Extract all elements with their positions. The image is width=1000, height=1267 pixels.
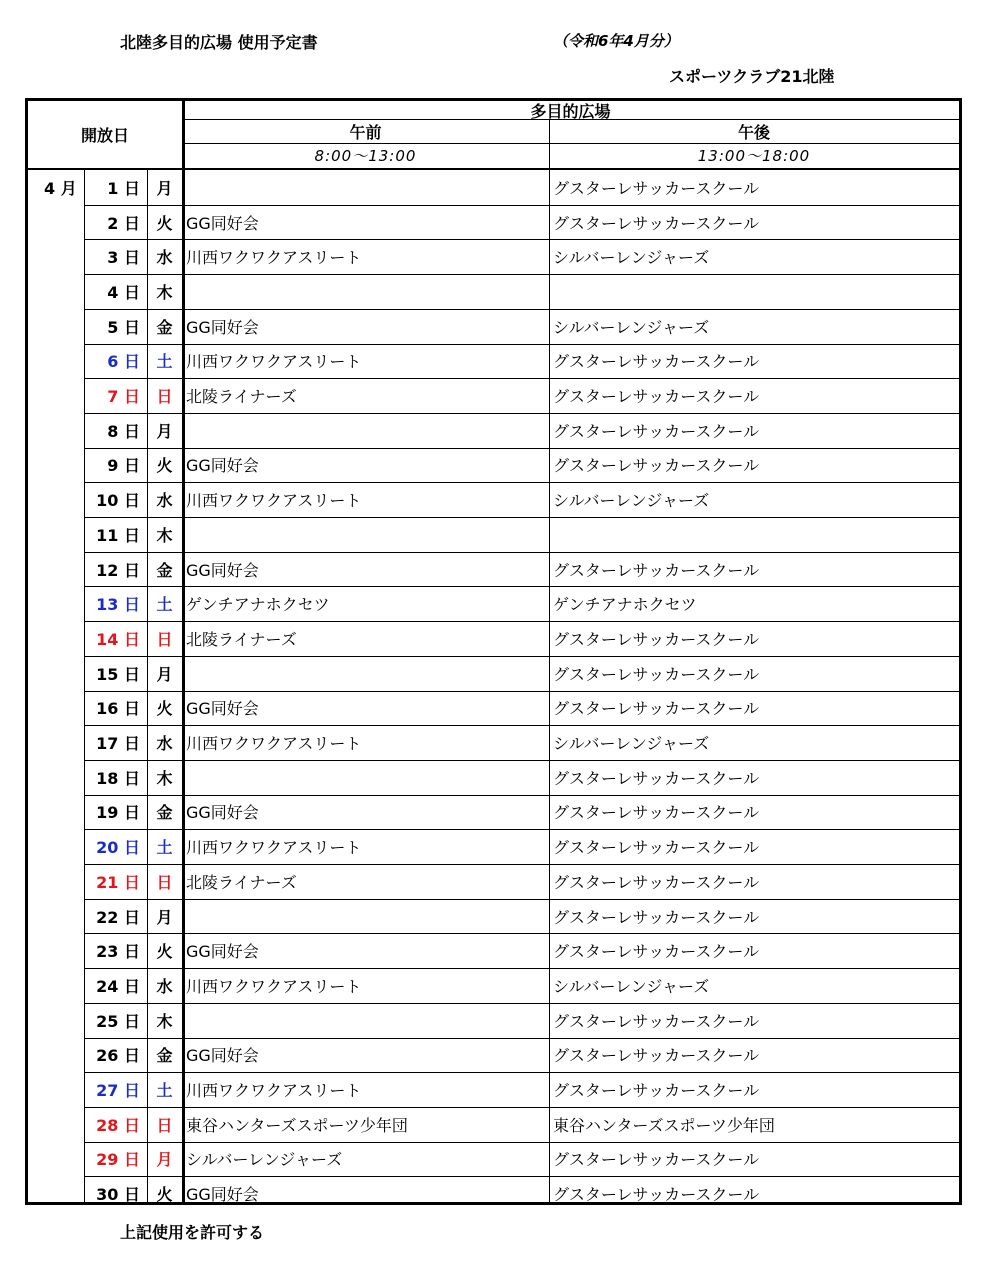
- pm-user: グスターレサッカースクール: [553, 907, 760, 927]
- day-number: 23 日: [96, 942, 140, 962]
- organization-name: スポーツクラブ21北陸: [669, 67, 835, 86]
- pm-user: 東谷ハンターズスポーツ少年団: [553, 1115, 775, 1135]
- pm-user: グスターレサッカースクール: [553, 1011, 760, 1031]
- weekday: 月: [156, 421, 173, 441]
- weekday: 月: [156, 664, 173, 684]
- pm-user: グスターレサッカースクール: [553, 456, 760, 476]
- am-user: GG同好会: [186, 1185, 259, 1205]
- pm-user: グスターレサッカースクール: [553, 387, 760, 407]
- am-user: 川西ワクワクアスリート: [186, 838, 362, 858]
- weekday: 火: [156, 699, 173, 719]
- day-number: 14 日: [96, 629, 140, 649]
- day-number: 8 日: [107, 421, 140, 441]
- day-number: 30 日: [96, 1185, 140, 1205]
- pm-user: グスターレサッカースクール: [553, 872, 760, 892]
- weekday: 火: [156, 1185, 173, 1205]
- pm-user: グスターレサッカースクール: [553, 768, 760, 788]
- pm-user: グスターレサッカースクール: [553, 838, 760, 858]
- am-user: 北陵ライナーズ: [186, 387, 297, 407]
- weekday: 金: [156, 803, 173, 823]
- am-user: 川西ワクワクアスリート: [186, 248, 362, 268]
- am-user: [186, 899, 547, 934]
- day-number: 26 日: [96, 1046, 140, 1066]
- day-number: 12 日: [96, 560, 140, 580]
- weekday: 金: [156, 317, 173, 337]
- am-user: 北陵ライナーズ: [186, 872, 297, 892]
- pm-user: グスターレサッカースクール: [553, 699, 760, 719]
- weekday: 木: [156, 282, 173, 302]
- weekday: 水: [156, 491, 173, 511]
- weekday: 土: [156, 595, 173, 615]
- day-number: 5 日: [107, 317, 140, 337]
- pm-user: グスターレサッカースクール: [553, 352, 760, 372]
- am-user: [186, 760, 547, 795]
- day-number: 15 日: [96, 664, 140, 684]
- pm-user: グスターレサッカースクール: [553, 1150, 760, 1170]
- header-pm-time: 13:00～18:00: [697, 147, 811, 165]
- header-open-day: 開放日: [80, 126, 129, 145]
- am-user: GG同好会: [186, 456, 259, 476]
- am-user: [186, 413, 547, 448]
- weekday: 水: [156, 976, 173, 996]
- day-number: 11 日: [96, 525, 140, 545]
- weekday: 土: [156, 352, 173, 372]
- month-label: 4 月: [44, 178, 77, 198]
- pm-user: グスターレサッカースクール: [553, 1046, 760, 1066]
- header-am-time: 8:00～13:00: [314, 147, 417, 165]
- weekday: 土: [156, 838, 173, 858]
- am-user: 北陵ライナーズ: [186, 629, 297, 649]
- weekday: 月: [156, 1150, 173, 1170]
- am-user: GG同好会: [186, 803, 259, 823]
- pm-user: グスターレサッカースクール: [553, 178, 760, 198]
- pm-user: グスターレサッカースクール: [553, 664, 760, 684]
- day-number: 6 日: [107, 352, 140, 372]
- column-divider: [549, 168, 550, 1202]
- weekday: 水: [156, 248, 173, 268]
- weekday: 火: [156, 456, 173, 476]
- pm-user: シルバーレンジャーズ: [553, 248, 710, 268]
- am-user: 川西ワクワクアスリート: [186, 352, 362, 372]
- weekday: 水: [156, 734, 173, 754]
- day-number: 9 日: [107, 456, 140, 476]
- day-number: 21 日: [96, 872, 140, 892]
- am-user: [186, 1003, 547, 1038]
- am-user: [186, 656, 547, 691]
- pm-user: [553, 274, 957, 309]
- weekday: 日: [156, 872, 173, 892]
- am-user: [186, 170, 547, 205]
- am-user: GG同好会: [186, 213, 259, 233]
- pm-user: グスターレサッカースクール: [553, 213, 760, 233]
- am-user: 川西ワクワクアスリート: [186, 1081, 362, 1101]
- column-divider: [182, 168, 185, 1202]
- weekday: 土: [156, 1081, 173, 1101]
- pm-user: グスターレサッカースクール: [553, 1185, 760, 1205]
- day-number: 4 日: [107, 282, 140, 302]
- am-user: ゲンチアナホクセツ: [186, 595, 330, 615]
- day-number: 16 日: [96, 699, 140, 719]
- am-user: [186, 517, 547, 552]
- pm-user: シルバーレンジャーズ: [553, 734, 710, 754]
- weekday: 木: [156, 525, 173, 545]
- page-title: 北陸多目的広場 使用予定書: [120, 33, 318, 52]
- weekday: 火: [156, 213, 173, 233]
- pm-user: ゲンチアナホクセツ: [553, 595, 697, 615]
- weekday: 月: [156, 178, 173, 198]
- weekday: 日: [156, 387, 173, 407]
- weekday: 金: [156, 560, 173, 580]
- am-user: GG同好会: [186, 699, 259, 719]
- pm-user: グスターレサッカースクール: [553, 560, 760, 580]
- weekday: 日: [156, 1115, 173, 1135]
- am-user: シルバーレンジャーズ: [186, 1150, 343, 1170]
- pm-user: [553, 517, 957, 552]
- day-number: 10 日: [96, 491, 140, 511]
- am-user: GG同好会: [186, 1046, 259, 1066]
- am-user: 川西ワクワクアスリート: [186, 491, 362, 511]
- am-user: 東谷ハンターズスポーツ少年団: [186, 1115, 408, 1135]
- day-number: 20 日: [96, 838, 140, 858]
- am-user: GG同好会: [186, 560, 259, 580]
- pm-user: グスターレサッカースクール: [553, 803, 760, 823]
- day-number: 19 日: [96, 803, 140, 823]
- am-user: 川西ワクワクアスリート: [186, 734, 362, 754]
- am-user: [186, 274, 547, 309]
- weekday: 月: [156, 907, 173, 927]
- weekday: 火: [156, 942, 173, 962]
- weekday: 金: [156, 1046, 173, 1066]
- pm-user: シルバーレンジャーズ: [553, 976, 710, 996]
- pm-user: グスターレサッカースクール: [553, 942, 760, 962]
- header-am: 午前: [349, 122, 382, 142]
- day-number: 3 日: [107, 248, 140, 268]
- day-number: 18 日: [96, 768, 140, 788]
- pm-user: シルバーレンジャーズ: [553, 491, 710, 511]
- weekday: 日: [156, 629, 173, 649]
- day-number: 2 日: [107, 213, 140, 233]
- weekday: 木: [156, 1011, 173, 1031]
- day-number: 17 日: [96, 734, 140, 754]
- pm-user: シルバーレンジャーズ: [553, 317, 710, 337]
- day-number: 28 日: [96, 1115, 140, 1135]
- pm-user: グスターレサッカースクール: [553, 1081, 760, 1101]
- pm-user: グスターレサッカースクール: [553, 629, 760, 649]
- day-number: 13 日: [96, 595, 140, 615]
- header-pm: 午後: [737, 122, 770, 142]
- am-user: GG同好会: [186, 942, 259, 962]
- pm-user: グスターレサッカースクール: [553, 421, 760, 441]
- day-number: 27 日: [96, 1081, 140, 1101]
- day-number: 29 日: [96, 1150, 140, 1170]
- day-number: 1 日: [107, 178, 140, 198]
- weekday: 木: [156, 768, 173, 788]
- day-number: 7 日: [107, 387, 140, 407]
- day-number: 22 日: [96, 907, 140, 927]
- header-venue: 多目的広場: [530, 101, 611, 121]
- am-user: GG同好会: [186, 317, 259, 337]
- day-number: 24 日: [96, 976, 140, 996]
- am-user: 川西ワクワクアスリート: [186, 976, 362, 996]
- period-label: （令和6年4月分）: [553, 32, 679, 50]
- day-number: 25 日: [96, 1011, 140, 1031]
- approval-note: 上記使用を許可する: [120, 1223, 265, 1242]
